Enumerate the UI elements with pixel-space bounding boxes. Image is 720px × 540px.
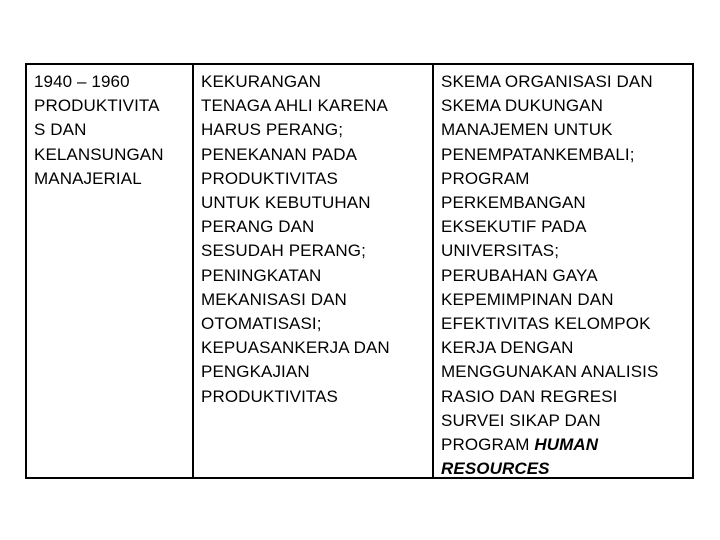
responses-line: SKEMA ORGANISASI DAN — [441, 72, 653, 91]
responses-line: KERJA DENGAN — [441, 338, 574, 358]
issues-line: HARUS PERANG; — [201, 120, 344, 140]
issues-line: PERANG DAN — [201, 217, 315, 237]
issues-cell — [194, 65, 434, 477]
human-emphasis: HUMAN — [534, 435, 599, 455]
issues-line: PENGKAJIAN — [201, 362, 310, 382]
responses-line-program — [441, 433, 692, 457]
program-prefix: PROGRAM — [441, 435, 535, 455]
issues-line: UNTUK KEBUTUHAN — [201, 193, 371, 213]
issues-line: OTOMATISASI; — [201, 314, 322, 334]
period-line: S DAN — [34, 120, 87, 140]
resources-emphasis: RESOURCES — [441, 459, 550, 479]
period-line: PRODUKTIVITA — [34, 96, 160, 116]
responses-line: KEPEMIMPINAN DAN — [441, 289, 614, 309]
history-table — [25, 63, 694, 479]
responses-line: PROGRAM — [441, 168, 530, 188]
issues-line: KEPUASANKERJA DAN — [201, 338, 390, 358]
issues-line: PENINGKATAN — [201, 265, 322, 285]
period-line: MANAJERIAL — [34, 168, 142, 188]
responses-line: PERKEMBANGAN — [441, 193, 586, 213]
period-line: KELANSUNGAN — [34, 144, 164, 164]
issues-line: PRODUKTIVITAS — [201, 386, 339, 406]
issues-line: SESUDAH PERANG; — [201, 241, 366, 261]
responses-line: SURVEI SIKAP DAN — [441, 410, 601, 430]
issues-line: PRODUKTIVITAS — [201, 168, 339, 188]
responses-line: MENGGUNAKAN ANALISIS — [441, 362, 659, 382]
issues-line: TENAGA AHLI KARENA — [201, 96, 388, 116]
responses-line: PERUBAHAN GAYA — [441, 265, 598, 285]
issues-line: PENEKANAN PADA — [201, 144, 358, 164]
issues-line: MEKANISASI DAN — [201, 289, 347, 309]
responses-line: UNIVERSITAS; — [441, 241, 560, 261]
responses-line: PENEMPATANKEMBALI; — [441, 144, 635, 164]
responses-line: EKSEKUTIF PADA — [441, 217, 587, 237]
issues-line: KEKURANGAN — [201, 72, 322, 91]
period-line: 1940 – 1960 — [34, 72, 130, 91]
responses-line: SKEMA DUKUNGAN — [441, 96, 603, 116]
responses-line: RASIO DAN REGRESI — [441, 386, 618, 406]
period-cell — [27, 65, 194, 477]
responses-line: EFEKTIVITAS KELOMPOK — [441, 314, 651, 334]
responses-cell — [434, 65, 692, 477]
responses-line: MANAJEMEN UNTUK — [441, 120, 613, 140]
